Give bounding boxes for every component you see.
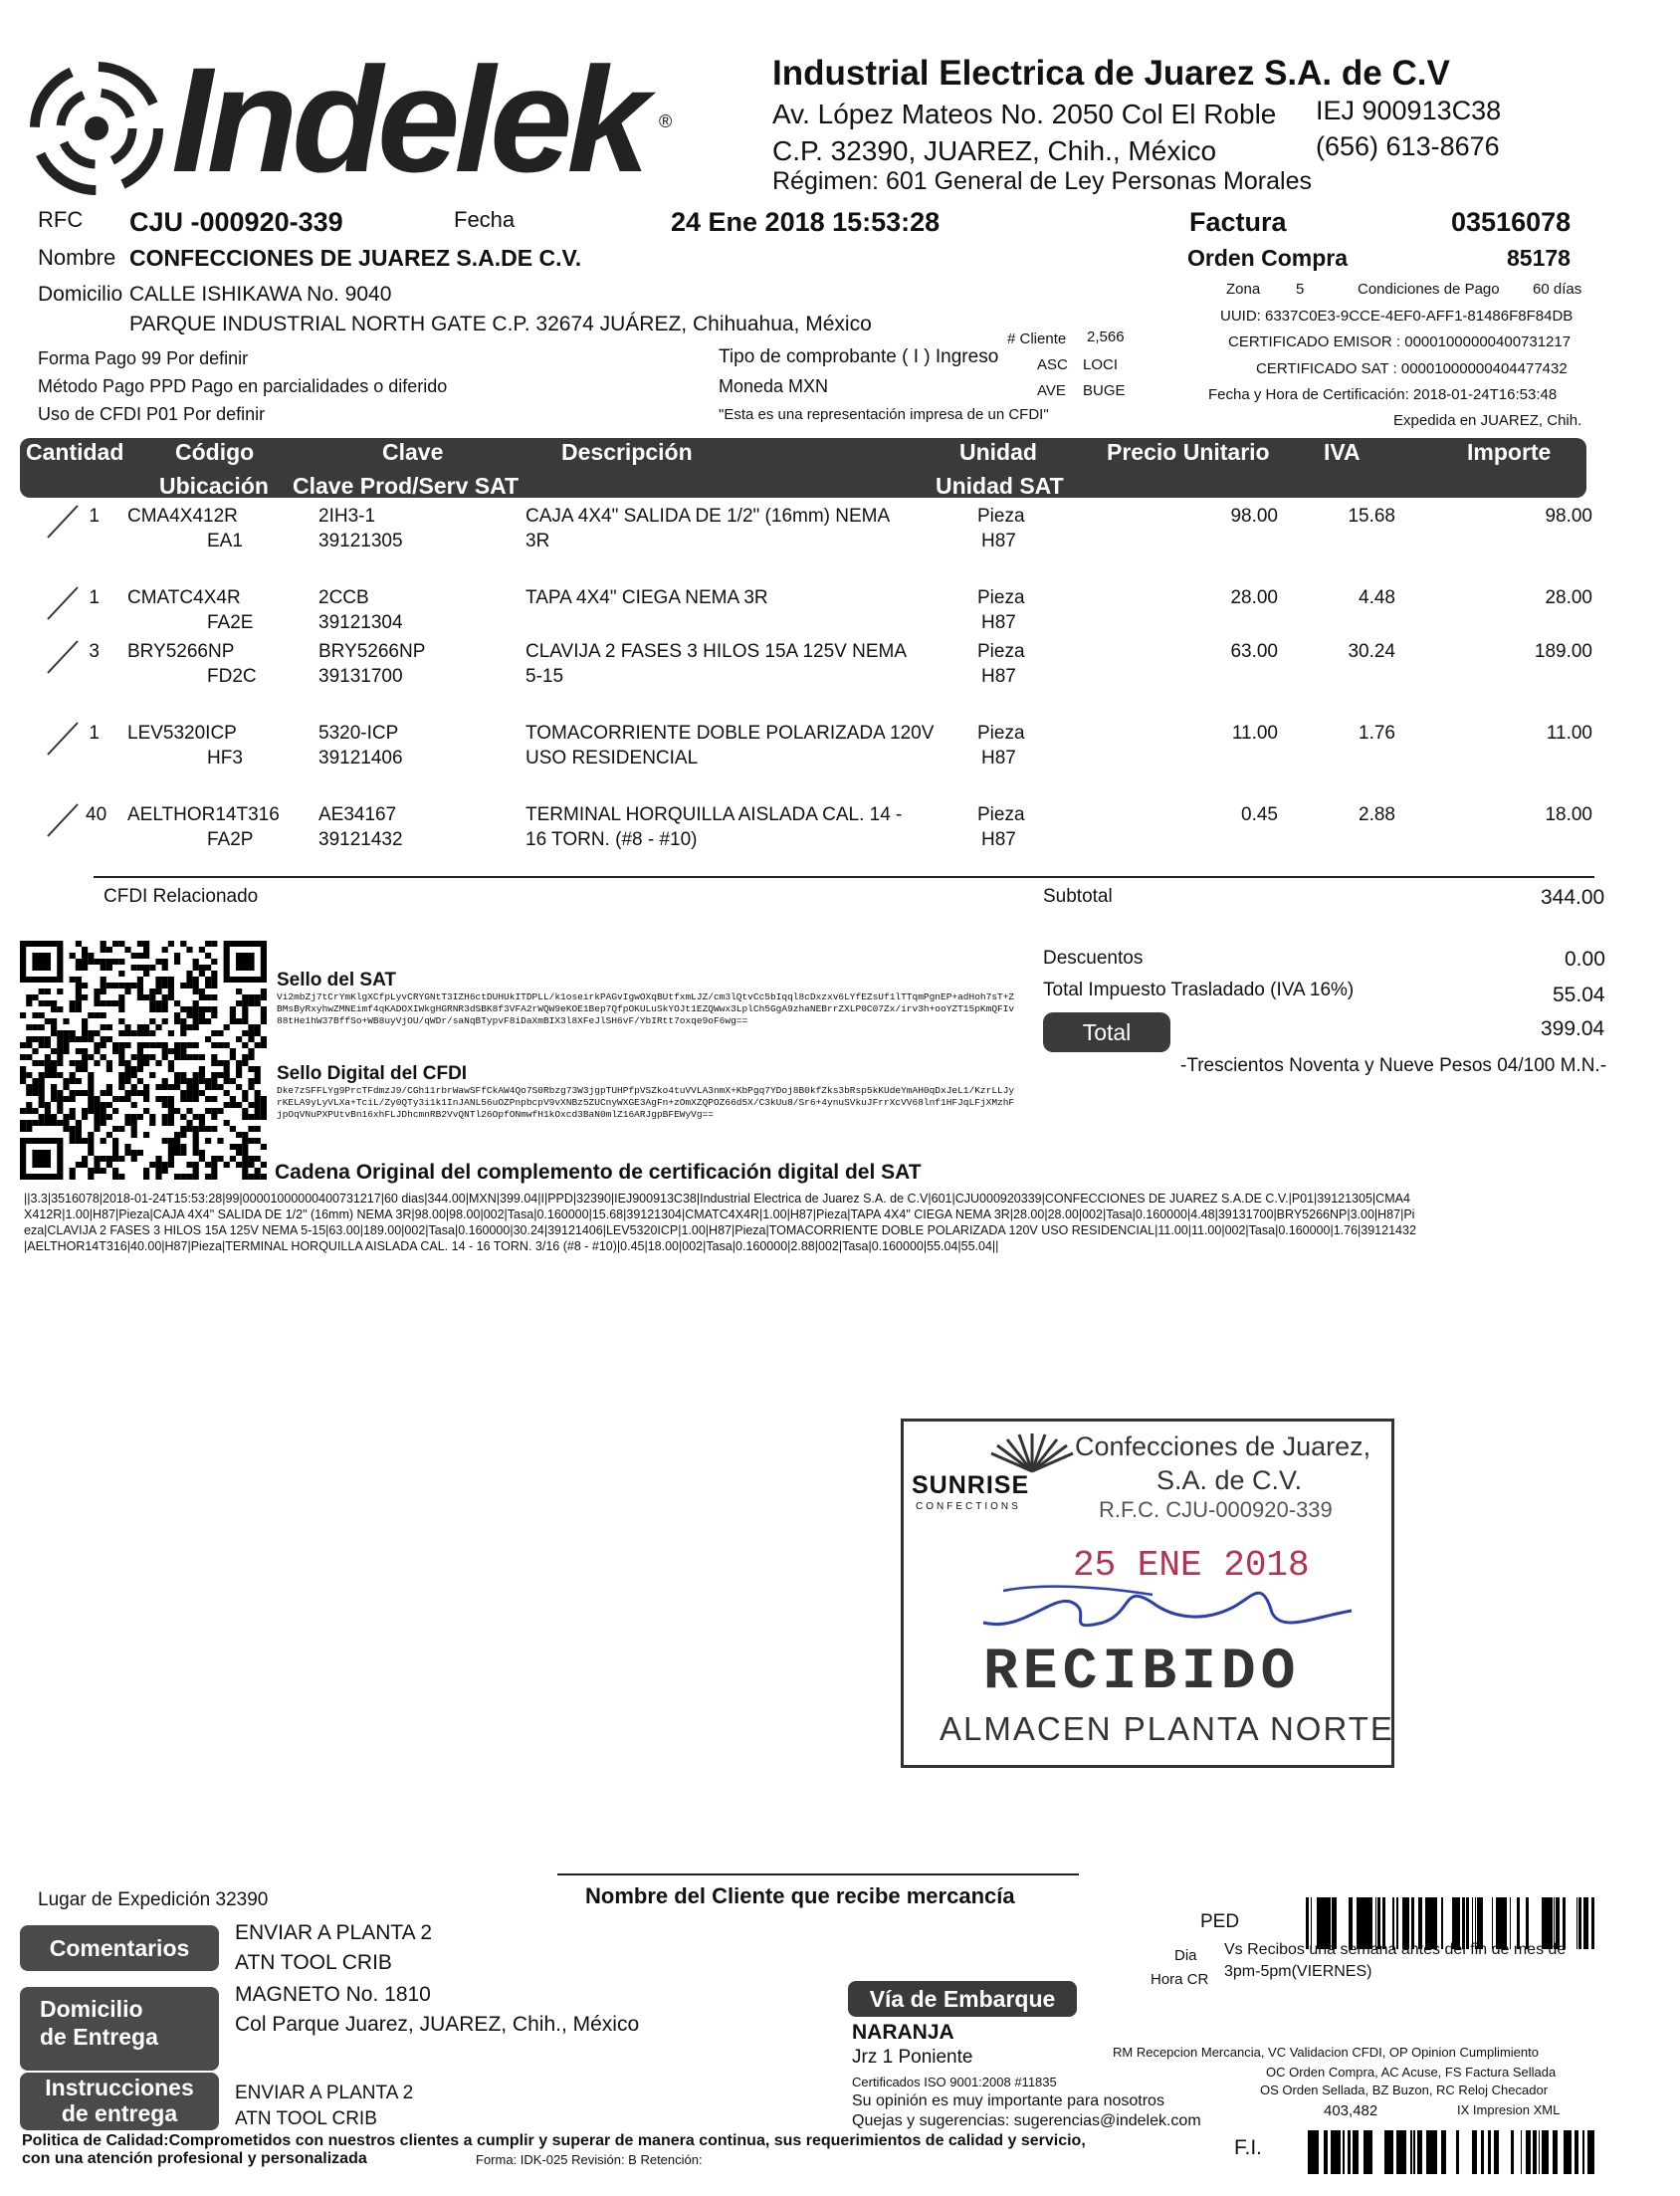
check-mark-icon [44,800,84,840]
stamp-almacen: ALMACEN PLANTA NORTE [940,1710,1394,1747]
cell-codigo: AELTHOR14T316 [127,804,280,825]
cell-clave: AE34167 [318,804,397,825]
recibos-note: Vs Recibos una semana antes del fin de mes de [1224,1941,1567,1958]
stamp-brand: SUNRISE [912,1471,1030,1499]
cell-iva: 1.76 [1359,723,1395,744]
cell-descripcion-2: 5-15 [525,666,564,687]
tipo-comprobante: Tipo de comprobante ( I ) Ingreso [719,346,999,367]
cell-descripcion: CLAVIJA 2 FASES 3 HILOS 15A 125V NEMA [525,641,908,662]
cell-descripcion-2: 3R [525,531,550,551]
company-name: Industrial Electrica de Juarez S.A. de C.V [772,54,1450,93]
cell-importe: 189.00 [1534,641,1592,662]
forma-pago: Forma Pago 99 Por definir [38,348,249,368]
quejas-email: Quejas y sugerencias: sugerencias@indelek.com [852,2112,1201,2129]
company-phone: (656) 613-8676 [1316,131,1500,161]
received-stamp [901,1419,1394,1768]
cell-ubicacion: FA2P [207,829,254,850]
ped-label: PED [1200,1911,1240,1932]
cell-unidad-sat: H87 [981,612,1016,633]
metodo-pago: Método Pago PPD Pago en parcialidades o diferido [38,376,448,396]
cliente-num: 2,566 [1087,329,1125,345]
cadena-original: ||3.3|3516078|2018-01-24T15:53:28|99|00001000000400731217|60 dias|344.00|MXN|399.04|I|PPD|32390|IEJ900913C38|Industrial Electrica de Juarez S.A. de C.V|601|CJU000920339|CONFECCIONES DE JUAREZ S.A.DE C.V.|P01|39121305|CMA4X412R|1.00|H87|Pieza|CAJA 4X4" SALIDA DE 1/2" (16mm) NEMA 3R|98.00|98.00|002|Tasa|0.160000|15.68|39121304|CMATC4X4R|1.00|H87|Pieza|TAPA 4X4" CIEGA NEMA 3R|28.00|28.00|002|Tasa|0.160000|4.48|39131700|BRY5266NP|3.00|H87|Pieza|CLAVIJA 2 FASES 3 HILOS 15A 125V NEMA 5-15|63.00|189.00|002|Tasa|0.160000|30.24|39121406|LEV5320ICP|1.00|H87|Pieza|TOMACORRIENTE DOBLE POLARIZADA 120V USO RESIDENCIAL|11.00|11.00|002|Tasa|0.160000|1.76|39121432|AELTHOR14T316|40.00|H87|Pieza|TERMINAL HORQUILLA AISLADA CAL. 14 - 16 TORN. 3/16 (#8 - #10)|0.45|18.00|002|Tasa|0.160000|2.88|002|Tasa|0.160000|55.04|55.04|| [24,1192,1416,1253]
cell-precio: 0.45 [1241,804,1278,825]
cell-ubicacion: FD2C [207,666,257,687]
cell-unidad-sat: H87 [981,666,1016,687]
factura-label: Factura [1189,207,1287,237]
cell-codigo: BRY5266NP [127,641,235,662]
via-embarque-value1: NARANJA [852,2021,954,2044]
cell-precio: 11.00 [1231,723,1278,744]
cell-descripcion: TERMINAL HORQUILLA AISLADA CAL. 14 - [525,804,903,825]
domicilio-entrega-line2: Col Parque Juarez, JUAREZ, Chih., México [235,2013,640,2036]
col-clave-prod: Clave Prod/Serv SAT [293,473,520,499]
client-name: CONFECCIONES DE JUAREZ S.A.DE C.V. [129,245,582,271]
zona-value: 5 [1296,281,1305,298]
client-domicilio1: CALLE ISHIKAWA No. 9040 [129,283,392,306]
instrucciones-line1: ENVIAR A PLANTA 2 [235,2083,414,2103]
client-rfc: CJU -000920-339 [129,207,343,237]
col-importe: Importe [1467,439,1552,465]
total-value: 399.04 [1541,1017,1605,1040]
client-domicilio2: PARQUE INDUSTRIAL NORTH GATE C.P. 32674 JUÁREZ, Chihuahua, México [129,313,872,335]
col-unidad-sat: Unidad SAT [936,473,1064,499]
legend-line1: RM Recepcion Mercancia, VC Validacion CFDI, OP Opinion Cumplimiento [1113,2045,1539,2060]
logo-wordmark: Indelek [171,36,644,203]
fecha-certificacion: Fecha y Hora de Certificación: 2018-01-24T16:53:48 [1208,386,1558,403]
cell-precio: 63.00 [1230,641,1278,662]
barcode-bottom [1308,2130,1594,2174]
stamp-recibido: RECIBIDO [983,1641,1301,1705]
cell-codigo: CMATC4X4R [127,587,241,608]
cell-iva: 2.88 [1359,804,1395,825]
total-label: Total [1043,1012,1170,1052]
cell-clave-sat: 39121432 [318,829,403,850]
comentarios-line2: ATN TOOL CRIB [235,1951,392,1974]
cell-cantidad: 1 [89,723,100,744]
asc-label: ASC [1037,356,1068,373]
condiciones-label: Condiciones de Pago [1358,281,1500,298]
loci-label: LOCI [1083,356,1119,373]
domicilio-entrega-line1: MAGNETO No. 1810 [235,1983,431,2006]
company-address2: C.P. 32390, JUAREZ, Chih., México [772,135,1217,166]
stamp-company1: Confecciones de Juarez, [1075,1431,1371,1461]
certificado-emisor: CERTIFICADO EMISOR : 00001000000400731217 [1228,333,1572,350]
moneda: Moneda MXN [719,376,829,396]
sello-cfdi-label: Sello Digital del CFDI [277,1063,468,1084]
col-ubicacion: Ubicación [159,473,269,499]
orden-label: Orden Compra [1187,245,1349,271]
via-embarque-value2: Jrz 1 Poniente [852,2047,973,2068]
certificado-sat: CERTIFICADO SAT : 00001000000404477432 [1256,360,1568,377]
cell-ubicacion: HF3 [207,748,243,769]
company-regimen: Régimen: 601 General de Ley Personas Morales [772,167,1312,195]
uso-cfdi: Uso de CFDI P01 Por definir [38,404,266,424]
sello-sat-label: Sello del SAT [277,970,397,990]
col-codigo: Código [175,439,255,465]
via-embarque-label: Vía de Embarque [848,1981,1077,2017]
cell-clave-sat: 39121406 [318,748,403,769]
cell-importe: 11.00 [1546,723,1592,744]
fi-label: F.I. [1234,2136,1263,2159]
cell-clave: 5320-ICP [318,723,399,744]
col-clave: Clave [382,439,444,465]
horario-note: 3pm-5pm(VIERNES) [1224,1963,1372,1980]
cell-unidad: Pieza [977,506,1025,527]
impuesto-label: Total Impuesto Trasladado (IVA 16%) [1043,980,1355,1000]
cell-descripcion: TOMACORRIENTE DOBLE POLARIZADA 120V [525,723,935,744]
cell-cantidad: 3 [89,641,100,662]
cell-unidad: Pieza [977,804,1025,825]
cell-clave: BRY5266NP [318,641,426,662]
representacion-impresa: "Esta es una representación impresa de un CFDI" [719,406,1049,423]
buge-label: BUGE [1083,382,1126,399]
nombre-cliente-recibe: Nombre del Cliente que recibe mercancía [585,1883,1015,1908]
check-mark-icon [44,719,84,759]
col-iva: IVA [1324,439,1361,465]
cell-importe: 18.00 [1545,804,1592,825]
legend-line4: IX Impresion XML [1457,2102,1561,2117]
domicilio-label: Domicilio [38,283,123,306]
politica-line2: con una atención profesional y personalizada [22,2150,367,2167]
cell-unidad-sat: H87 [981,829,1016,850]
legend-line2: OC Orden Compra, AC Acuse, FS Factura Sellada [1266,2065,1557,2080]
comentarios-label: Comentarios [20,1925,219,1971]
expedida-en: Expedida en JUAREZ, Chih. [1393,412,1582,429]
impuesto-value: 55.04 [1553,984,1605,1006]
cell-ubicacion: FA2E [207,612,254,633]
cell-descripcion-2: 16 TORN. (#8 - #10) [525,829,698,850]
subtotal-value: 344.00 [1541,886,1605,909]
orden-number: 85178 [1507,245,1571,271]
cell-unidad: Pieza [977,723,1025,744]
forma-revision: Forma: IDK-025 Revisión: B Retención: [476,2152,703,2167]
col-descripcion: Descripción [561,439,693,465]
indelek-logo [22,36,679,203]
cell-cantidad: 1 [89,506,100,527]
col-unidad: Unidad [959,439,1037,465]
cell-importe: 28.00 [1545,587,1592,608]
stamp-date: 25 ENE 2018 [1073,1545,1310,1586]
cell-clave-sat: 39121304 [318,612,403,633]
table-divider [94,876,1594,878]
cell-clave-sat: 39121305 [318,531,403,551]
company-rfc: IEJ 900913C38 [1316,96,1502,125]
ave-label: AVE [1037,382,1066,399]
domicilio-entrega-label [20,1987,219,2071]
opinion-note: Su opinión es muy importante para nosotros [852,2092,1164,2109]
cell-unidad-sat: H87 [981,748,1016,769]
legend-number: 403,482 [1324,2102,1378,2119]
cell-codigo: LEV5320ICP [127,723,237,744]
nombre-label: Nombre [38,245,116,270]
cell-descripcion-2: USO RESIDENCIAL [525,748,699,769]
comentarios-line1: ENVIAR A PLANTA 2 [235,1921,433,1944]
check-mark-icon [44,583,84,623]
col-cantidad: Cantidad [26,439,124,465]
sello-cfdi: Dke7zSFFLYg9PrcTFdmzJ9/CGh11rbrWawSFfCkAW4Qo7S0Rbzg73W3jgpTUHPfpVSZko4tuVVLA3nmX+KbPgq7YDoj8B0kfZks3bRsp5kKUdeYmAH0qDxJeL1/KzrLLJyrKELA9yLyVLXa+TciL/Zy0QTy3i1k1InJANL56uOZPnpbcpV9vXNBz5ZUCnyWXGE3AgFn+zOmXZQPOZ66d5X/C3kUu8/Sr6+4ynuSVkuJFrrXcVV68lnf1HFJqLFjXMzhFjpOqVNuPXPUtvBn16xhFLJDhcmnRB2VvQNTl26OpfONmwfH1kOxcd3BaN0mlZ16ARJgpBFEWyVg== [277,1085,1015,1120]
iso-cert: Certificados ISO 9001:2008 #11835 [852,2075,1057,2089]
sunrise-sun-icon [987,1431,1077,1473]
subtotal-label: Subtotal [1043,886,1113,907]
instrucciones-label [20,2073,219,2130]
cell-unidad: Pieza [977,587,1025,608]
check-mark-icon [44,637,84,677]
invoice-date: 24 Ene 2018 15:53:28 [671,207,941,237]
uuid: UUID: 6337C0E3-9CCE-4EF0-AFF1-81486F8F84DB [1220,308,1574,325]
hora-label: Hora CR [1151,1971,1209,1988]
registered-mark: ® [659,111,673,131]
cell-clave-sat: 39131700 [318,666,403,687]
cadena-label: Cadena Original del complemento de certificación digital del SAT [275,1161,922,1184]
cell-importe: 98.00 [1545,506,1592,527]
cliente-num-label: # Cliente [1007,330,1067,347]
factura-number: 03516078 [1451,207,1572,237]
domicilio-entrega-label2: de Entrega [40,2024,158,2050]
rfc-label: RFC [38,207,84,232]
cell-clave: 2IH3-1 [318,506,376,527]
cell-iva: 30.24 [1348,641,1395,662]
signature-line [557,1873,1079,1875]
company-address1: Av. López Mateos No. 2050 Col El Roble [772,99,1277,129]
cell-precio: 98.00 [1230,506,1278,527]
cell-ubicacion: EA1 [207,531,243,551]
politica-line1: Politica de Calidad:Comprometidos con nuestros clientes a cumplir y superar de manera continua, sus requerimientos de calidad y servicio, [22,2132,1086,2149]
fecha-label: Fecha [454,207,516,232]
cell-descripcion: CAJA 4X4" SALIDA DE 1/2" (16mm) NEMA [525,506,891,527]
descuentos-label: Descuentos [1043,948,1144,969]
cell-cantidad: 1 [89,587,100,608]
lugar-expedicion: Lugar de Expedición 32390 [38,1889,269,1910]
domicilio-entrega-label1: Domicilio [40,1996,143,2022]
handwritten-signature [963,1573,1362,1643]
cell-unidad-sat: H87 [981,531,1016,551]
cell-clave: 2CCB [318,587,369,608]
cell-iva: 4.48 [1359,587,1395,608]
col-precio: Precio Unitario [1107,439,1270,465]
cell-descripcion: TAPA 4X4" CIEGA NEMA 3R [525,587,768,608]
cfdi-relacionado: CFDI Relacionado [104,886,259,907]
cell-codigo: CMA4X412R [127,506,238,527]
instrucciones-line2: ATN TOOL CRIB [235,2108,377,2129]
zona-label: Zona [1226,281,1261,298]
stamp-brand-sub: CONFECTIONS [916,1501,1021,1512]
cell-cantidad: 40 [86,804,107,825]
instrucciones-label2: de entrega [61,2100,178,2126]
cell-iva: 15.68 [1348,506,1395,527]
descuentos-value: 0.00 [1565,948,1605,971]
condiciones-value: 60 días [1533,281,1582,298]
stamp-company2: S.A. de C.V. [1156,1465,1303,1495]
qr-code [20,941,267,1180]
instrucciones-label1: Instrucciones [45,2075,194,2100]
cell-unidad: Pieza [977,641,1025,662]
legend-line3: OS Orden Sellada, BZ Buzon, RC Reloj Checador [1260,2083,1549,2097]
total-en-letra: -Trescientos Noventa y Nueve Pesos 04/100 M.N.- [1180,1055,1607,1076]
sello-sat: Vi2mbZj7tCrYmKlgXCfpLyvCRYGNtT3IZH6ctDUHUkITDPLL/k1oseirkPAGvIgwOXqBUtfxmLJZ/cm3lQtvCc5bIqql8cDxzxv6LYfEZsUf1lTTqmPgnEP+adHoh7sT+ZBMsByRxyhwZMNEimf4qKADOXIWkgHGRNR3dSBK8f3VFA2rWQW9eKOE1Bep7QfpOKULuSkYOJt1EZQWwx3LplCh5GgA9zhaNEBrrZXLP0C07Zx/irv3h+ooYZT15pKmQFIv88tHe1hW37BffSo+WB8uyVjOU/qWDr/saNqBTypvF8iDaXmBIX3l8XFeJlSH6vF/YbIRtt7oxqe9oF6wg== [277,991,1015,1026]
logo-swirl-icon [22,54,171,203]
cell-precio: 28.00 [1230,587,1278,608]
check-mark-icon [44,502,84,542]
stamp-rfc: R.F.C. CJU-000920-339 [1099,1497,1333,1522]
dia-label: Dia [1174,1947,1197,1964]
